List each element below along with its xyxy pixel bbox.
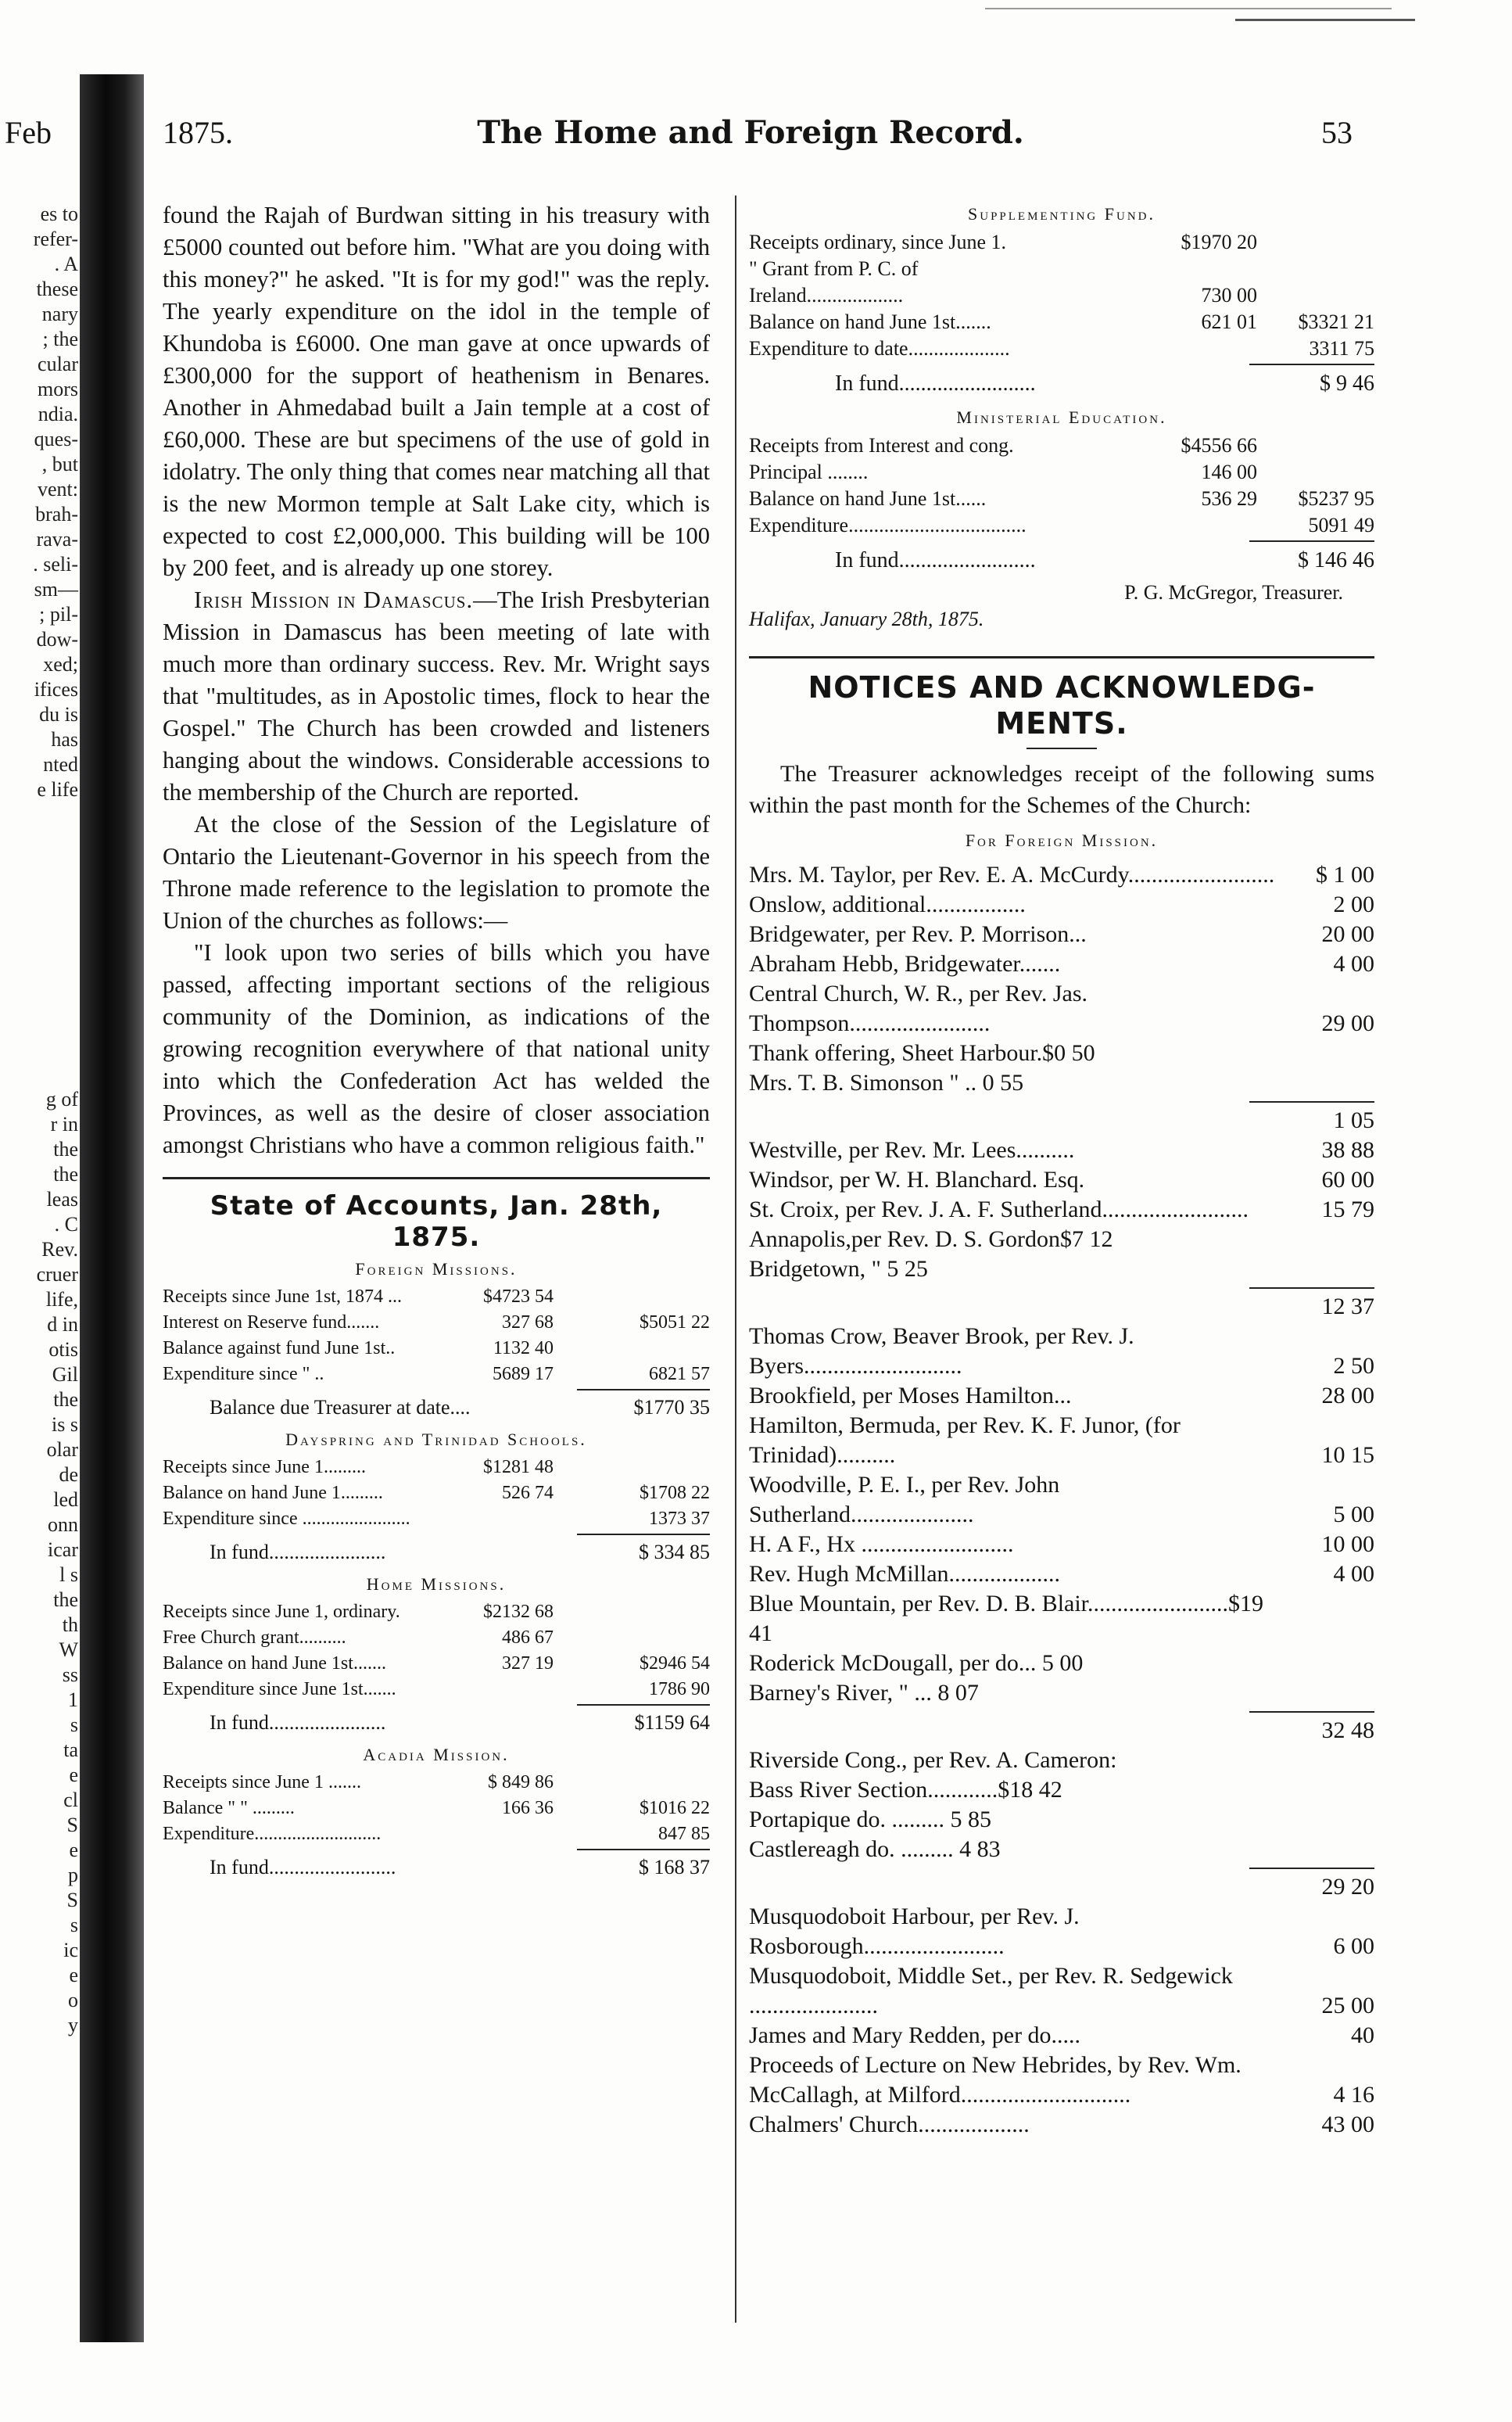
margin-fragment: the: [53, 1388, 78, 1411]
ministerial-education-account: [749, 407, 1374, 579]
account-row-label: Receipts since June 1st, 1874 ...: [163, 1286, 402, 1307]
margin-fragment: these: [36, 278, 78, 300]
notices-short-rule: [1027, 748, 1097, 749]
acknowledgment-amount: 4 16: [1333, 2082, 1374, 2108]
acknowledgment-label: Proceeds of Lecture on New Hebrides, by Rev. Wm. McCallagh, at Milford.............................: [749, 2052, 1241, 2108]
margin-fragment: s: [70, 1914, 78, 1936]
ministerial-in-fund: [749, 545, 1374, 579]
account-row-total: $5237 95: [1298, 487, 1374, 510]
acknowledgment-label: Westville, per Rev. Mr. Lees..........: [749, 1137, 1075, 1163]
acknowledgment-label: Roderick McDougall, per do... 5 00: [749, 1650, 1084, 1676]
acknowledgment-row: [749, 1589, 1374, 1649]
margin-fragment: e: [69, 1964, 78, 1986]
acknowledgment-row: [749, 920, 1374, 949]
account-row: [749, 256, 1374, 282]
acknowledgment-row: [749, 1746, 1374, 1775]
margin-fragment: o: [68, 1989, 78, 2011]
home-missions-account: [163, 1574, 710, 1740]
account-row-label: Receipts from Interest and cong.: [749, 434, 1014, 457]
subtotal-rule: [1249, 1101, 1374, 1103]
margin-fragment: , but: [41, 453, 78, 475]
account-rule: [577, 1389, 710, 1390]
accounts-divider: [163, 1177, 710, 1179]
acknowledgment-label: Bridgewater, per Rev. P. Morrison...: [749, 921, 1087, 947]
account-row-label: Interest on Reserve fund.......: [163, 1312, 380, 1333]
acknowledgment-label: Onslow, additional.................: [749, 892, 1026, 917]
acknowledgment-row: [749, 1195, 1374, 1225]
margin-fragment: is s: [52, 1413, 78, 1436]
acknowledgment-label: Thank offering, Sheet Harbour.$0 50: [749, 1040, 1095, 1066]
account-row-total: 1786 90: [649, 1679, 710, 1699]
paragraph-ontario-session: At the close of the Session of the Legislature of Ontario the Lieutenant-Governor in his speech from the Throne made reference to the legislation to promote the Union of the churches as follows:—: [163, 811, 710, 934]
account-row-total: 1373 37: [649, 1509, 710, 1529]
margin-fragment: 1: [68, 1688, 78, 1711]
acknowledgment-label: Bass River Section............$18 42: [749, 1777, 1062, 1803]
irish-mission-heading: Irish Mission in Damascus.: [194, 587, 474, 613]
account-row-total: 847 85: [658, 1824, 710, 1844]
acknowledgment-label: Thomas Crow, Beaver Brook, per Rev. J. Byers...........................: [749, 1323, 1134, 1379]
subtotal-rule: [1249, 1287, 1374, 1289]
account-row: [749, 512, 1374, 539]
acknowledgment-label: Hamilton, Bermuda, per Rev. K. F. Junor, (for Trinidad)..........: [749, 1412, 1181, 1468]
account-row-label: Balance on hand June 1st.......: [163, 1653, 386, 1674]
acadia-account: [163, 1745, 710, 1885]
fund-value: $ 146 46: [1298, 548, 1374, 572]
acknowledgment-label: H. A F., Hx ..........................: [749, 1531, 1014, 1557]
account-rule: [577, 1534, 710, 1535]
acknowledgment-row: [749, 860, 1374, 890]
top-scan-line: [985, 8, 1392, 9]
margin-fragment: cl: [63, 1789, 78, 1811]
acknowledgment-amount: 15 79: [1321, 1197, 1374, 1222]
acknowledgment-amount: 43 00: [1321, 2112, 1374, 2137]
margin-fragment: e life: [37, 778, 78, 801]
foreign-missions-account: [163, 1259, 710, 1425]
supplementing-fund-account: [749, 204, 1374, 403]
paragraph-throne-speech: "I look upon two series of bills which you have passed, affecting important sections of the religious community of the Dominion, as indications of the growing recognition everywhere of that national unity into which the Confederation Act has welded the Provinces, as well as the desire of closer association amongst Christians who have a common religious faith.": [163, 939, 710, 1158]
account-row-label: Balance on hand June 1st.......: [749, 310, 991, 333]
acknowledgment-row: [749, 1068, 1374, 1098]
header-month: Feb: [5, 115, 52, 150]
margin-fragment: de: [59, 1463, 78, 1486]
binding-gutter-shadow: [80, 74, 144, 2342]
account-row-amount: 327 19: [502, 1653, 554, 1674]
margin-fragment: dow-: [36, 628, 78, 651]
fund-value: $ 168 37: [639, 1856, 710, 1878]
acknowledgment-amount: 4 00: [1333, 951, 1374, 977]
account-row-amount: 536 29: [1201, 487, 1257, 510]
top-scan-mark: [1235, 19, 1415, 21]
account-row-total: 3311 75: [1309, 337, 1374, 360]
margin-fragment: rava-: [36, 528, 78, 551]
account-row: [749, 432, 1374, 459]
account-row: [749, 335, 1374, 362]
account-row: [163, 1362, 710, 1387]
margin-fragment: . A: [54, 253, 78, 275]
acknowledgment-label: Central Church, W. R., per Rev. Jas. Thompson........................: [749, 981, 1087, 1036]
account-row-label: Expenditure since .......................: [163, 1509, 410, 1529]
acknowledgment-amount: 10 15: [1321, 1442, 1374, 1468]
account-row-label: Expenditure...................................: [749, 514, 1027, 536]
account-row: [163, 1599, 710, 1625]
account-row-total: $3321 21: [1298, 310, 1374, 333]
margin-fragment: ta: [63, 1738, 78, 1761]
acknowledgment-amount: 4 00: [1333, 1561, 1374, 1587]
account-row-label: Receipts since June 1.........: [163, 1457, 366, 1477]
margin-fragment: nary: [41, 303, 78, 325]
ministerial-heading: Ministerial Education.: [956, 407, 1167, 427]
fund-label: Balance due Treasurer at date....: [210, 1396, 471, 1419]
account-row: [163, 1625, 710, 1651]
acknowledgment-row: [749, 1649, 1374, 1678]
acknowledgment-label: James and Mary Redden, per do.....: [749, 2022, 1081, 2048]
paragraph-irish-mission: [163, 584, 710, 809]
acknowledgment-label: Blue Mountain, per Rev. D. B. Blair........................$19 41: [749, 1591, 1264, 1646]
acknowledgment-row: [749, 1039, 1374, 1068]
account-row: [163, 1796, 710, 1821]
margin-fragment: p: [68, 1864, 78, 1886]
account-row-amount: $4723 54: [483, 1286, 554, 1307]
acadia-heading: Acadia Mission.: [363, 1745, 510, 1764]
acknowledgment-label: Bridgetown, " 5 25: [749, 1256, 928, 1282]
dayspring-in-fund: [163, 1538, 710, 1570]
account-row-label: Free Church grant..........: [163, 1627, 346, 1648]
left-column: [163, 199, 710, 1885]
dayspring-account: [163, 1430, 710, 1570]
margin-fragment: du is: [39, 703, 78, 726]
fund-value: $ 334 85: [639, 1541, 710, 1563]
account-row-amount: 146 00: [1201, 461, 1257, 483]
fund-label: In fund.........................: [210, 1856, 396, 1878]
account-row-amount: 166 36: [502, 1798, 554, 1818]
acknowledgment-row: [749, 1961, 1374, 2021]
margin-fragment: th: [62, 1613, 78, 1636]
margin-fragment: brah-: [35, 503, 78, 526]
home-missions-heading: Home Missions.: [366, 1574, 507, 1594]
notices-divider: [749, 656, 1374, 658]
fund-label: In fund.......................: [210, 1711, 386, 1734]
account-row-amount: $4556 66: [1181, 434, 1257, 457]
account-row: [163, 1821, 710, 1847]
subtotal-3: 32 48: [1321, 1717, 1374, 1743]
acknowledgment-label: Musquodoboit, Middle Set., per Rev. R. Sedgewick ......................: [749, 1963, 1233, 2018]
account-row: [163, 1284, 710, 1310]
account-row-label: Expenditure...........................: [163, 1824, 382, 1844]
margin-fragment: the: [53, 1588, 78, 1611]
acknowledgment-label: Riverside Cong., per Rev. A. Cameron:: [749, 1747, 1117, 1773]
acknowledgment-amount: 2 50: [1333, 1353, 1374, 1379]
margin-fragment: W: [59, 1638, 78, 1661]
margin-fragment: ; pil-: [39, 603, 78, 626]
margin-fragment: sm—: [34, 578, 78, 601]
acknowledgment-row: [749, 2110, 1374, 2140]
margin-fragment: ifices: [34, 678, 78, 701]
acknowledgment-row: [749, 979, 1374, 1039]
acknowledgment-label: Barney's River, " ... 8 07: [749, 1680, 979, 1706]
foreign-missions-balance: [163, 1394, 710, 1425]
subtotal-1: 1 05: [1333, 1107, 1374, 1133]
account-row: [163, 1770, 710, 1796]
margin-fragment: mors: [38, 378, 78, 400]
account-row: [163, 1455, 710, 1480]
acknowledgment-row: [749, 1136, 1374, 1165]
acknowledgment-label: Mrs. M. Taylor, per Rev. E. A. McCurdy.........................: [749, 862, 1275, 888]
accounts-title: State of Accounts, Jan. 28th, 1875.: [210, 1190, 663, 1253]
page-header: [0, 109, 1512, 156]
fund-label: In fund.........................: [835, 371, 1036, 396]
acknowledgment-label: Chalmers' Church...................: [749, 2112, 1030, 2137]
acknowledgment-row: [749, 1835, 1374, 1864]
margin-fragment: the: [53, 1163, 78, 1186]
acknowledgment-label: Annapolis,per Rev. D. S. Gordon$7 12: [749, 1226, 1113, 1252]
account-row: [749, 309, 1374, 335]
acknowledgment-amount: 2 00: [1333, 892, 1374, 917]
acknowledgment-label: Portapique do. ......... 5 85: [749, 1807, 991, 1832]
account-row-label: Expenditure to date....................: [749, 337, 1010, 360]
account-row-amount: 486 67: [502, 1627, 554, 1648]
account-row: [749, 486, 1374, 512]
margin-fragment: g of: [45, 1088, 78, 1111]
acknowledgment-row: [749, 1775, 1374, 1805]
margin-fragment: life,: [45, 1288, 78, 1311]
header-title: The Home and Foreign Record.: [477, 114, 1024, 151]
acknowledgment-label: Woodville, P. E. I., per Rev. John Sutherland.....................: [749, 1472, 1060, 1527]
margin-fragment: led: [53, 1488, 78, 1511]
margin-fragment: es to: [40, 203, 78, 225]
subtotal-2: 12 37: [1321, 1294, 1374, 1319]
acknowledgment-row: [749, 1470, 1374, 1530]
acknowledgment-label: Abraham Hebb, Bridgewater.......: [749, 951, 1061, 977]
home-missions-in-fund: [163, 1709, 710, 1740]
acknowledgment-label: Brookfield, per Moses Hamilton...: [749, 1383, 1072, 1408]
account-row-label: Receipts since June 1, ordinary.: [163, 1602, 400, 1622]
account-rule: [1249, 364, 1374, 365]
dayspring-heading: Dayspring and Trinidad Schools.: [285, 1430, 587, 1449]
account-row-amount: $1281 48: [483, 1457, 554, 1477]
acknowledgment-row: [749, 890, 1374, 920]
acknowledgment-row: [749, 1322, 1374, 1381]
margin-fragment: . C: [54, 1213, 78, 1236]
margin-fragment: y: [68, 2014, 78, 2036]
margin-fragment: otis: [48, 1338, 78, 1361]
paragraph-gold-idolatry: found the Rajah of Burdwan sitting in his treasury with £5000 counted out before him. "What are you doing with this money?" he asked. "It is for my god!" was the reply. The yearly expenditure on the idol in the temple of Khundoba is £6000. One man gave at once upwards of £300,000 for the support of heathenism in Benares. Another in Ahmedabad built a Jain temple at a cost of £60,000. These are but specimens of the use of gold in idolatry. The only thing that comes near matching all that is the new Mormon temple at Salt Lake city, which is expected to cost £2,000,000. This building will be 100 by 200 feet, and is already up one storey.: [163, 202, 710, 581]
column-rule: [735, 196, 736, 2323]
account-row-amount: 327 68: [502, 1312, 554, 1333]
treasurer-signature: P. G. McGregor, Treasurer.: [1124, 581, 1343, 604]
margin-fragment: olar: [46, 1438, 78, 1461]
notices-title-line-2: MENTS.: [995, 706, 1128, 741]
subtotal-rule: [1249, 1711, 1374, 1713]
acknowledgment-label: Castlereagh do. ......... 4 83: [749, 1836, 1001, 1862]
subtotal-4: 29 20: [1321, 1874, 1374, 1900]
margin-fragment: xed;: [43, 653, 78, 676]
signature-date: Halifax, January 28th, 1875.: [749, 608, 984, 630]
acknowledgment-row: [749, 1165, 1374, 1195]
account-row-total: $2946 54: [640, 1653, 710, 1674]
acknowledgment-label: Mrs. T. B. Simonson " .. 0 55: [749, 1070, 1024, 1096]
acknowledgment-amount: 20 00: [1321, 921, 1374, 947]
acknowledgment-amount: 38 88: [1321, 1137, 1374, 1163]
acadia-in-fund: [163, 1853, 710, 1885]
header-page-number: 53: [1321, 115, 1353, 150]
margin-fragment: the: [53, 1138, 78, 1161]
acknowledgment-amount: 6 00: [1333, 1933, 1374, 1959]
account-row-label: Receipts ordinary, since June 1.: [749, 231, 1006, 253]
irish-mission-text: —The Irish Presbyterian Mission in Damascus has been meeting of late with much more than ordinary success. Rev. Mr. Wright says that "multitudes, as in Apostolic times, flock to hear the Gospel." The Church has been crowded and listeners hanging about the windows. Considerable accessions to the membership of the Church are reported.: [163, 587, 711, 806]
right-column: [749, 199, 1374, 2140]
account-row-label: Balance on hand June 1.........: [163, 1483, 383, 1503]
acknowledgment-label: Musquodoboit Harbour, per Rev. J. Rosborough........................: [749, 1904, 1080, 1959]
acknowledgment-label: Rev. Hugh McMillan...................: [749, 1561, 1061, 1587]
acknowledgment-row: [749, 1805, 1374, 1835]
acknowledgment-amount: 40: [1351, 2022, 1374, 2048]
acknowledgment-row: [749, 1411, 1374, 1470]
account-row-amount: $2132 68: [483, 1602, 554, 1622]
margin-fragment: icar: [48, 1538, 78, 1561]
margin-fragment: ss: [62, 1663, 78, 1686]
acknowledgment-label: St. Croix, per Rev. J. A. F. Sutherland.........................: [749, 1197, 1249, 1222]
margin-fragment: ndia.: [38, 403, 78, 425]
margin-fragment: r in: [50, 1113, 78, 1136]
fund-value: $1159 64: [634, 1711, 710, 1734]
acknowledgment-amount: 60 00: [1321, 1167, 1374, 1193]
acknowledgment-row: [749, 1381, 1374, 1411]
margin-fragment: l s: [59, 1563, 78, 1586]
account-row: [749, 459, 1374, 486]
acknowledgment-row: [749, 1530, 1374, 1559]
margin-fragment: . seli-: [33, 553, 78, 576]
account-rule: [577, 1849, 710, 1850]
acknowledgment-label: Windsor, per W. H. Blanchard. Esq.: [749, 1167, 1085, 1193]
margin-fragment: ic: [63, 1939, 78, 1961]
margin-fragment: S: [66, 1889, 78, 1911]
acknowledgment-amount: 29 00: [1321, 1010, 1374, 1036]
account-row-label: Expenditure since June 1st.......: [163, 1679, 396, 1699]
account-row-label: Expenditure since " ..: [163, 1364, 324, 1384]
account-row-label: Balance against fund June 1st..: [163, 1338, 396, 1358]
acknowledgment-row: [749, 1559, 1374, 1589]
account-row-amount: 5689 17: [493, 1364, 554, 1384]
margin-fragment: ques-: [34, 428, 78, 450]
account-row-amount: $1970 20: [1181, 231, 1257, 253]
foreign-missions-heading: Foreign Missions.: [355, 1259, 518, 1279]
account-row-amount: 1132 40: [493, 1338, 554, 1358]
account-row-total: 5091 49: [1308, 514, 1374, 536]
acknowledgment-amount: $ 1 00: [1316, 862, 1374, 888]
acknowledgment-row: [749, 1225, 1374, 1254]
margin-fragment: refer-: [33, 228, 78, 250]
acknowledgment-amount: 25 00: [1321, 1993, 1374, 2018]
account-rule: [1249, 540, 1374, 542]
account-row-total: $1016 22: [640, 1798, 710, 1818]
fund-label: In fund.........................: [835, 548, 1036, 572]
margin-fragment: S: [66, 1814, 78, 1836]
account-row-label: Receipts since June 1 .......: [163, 1772, 361, 1792]
margin-fragment: cular: [38, 353, 78, 375]
margin-fragment: e: [69, 1764, 78, 1786]
account-row-label: Balance " " .........: [163, 1798, 295, 1818]
margin-fragment: leas: [46, 1188, 78, 1211]
account-row-label: Balance on hand June 1st......: [749, 487, 987, 510]
account-row-total: $1708 22: [640, 1483, 710, 1503]
acknowledgment-amount: 10 00: [1321, 1531, 1374, 1557]
fund-value: $ 9 46: [1320, 371, 1374, 396]
foreign-mission-ack-heading: For Foreign Mission.: [965, 831, 1159, 850]
margin-fragment: d in: [47, 1313, 78, 1336]
acknowledgment-row: [749, 1254, 1374, 1284]
notices-intro: The Treasurer acknowledges receipt of the following sums within the past month for the Schemes of the Church:: [749, 761, 1374, 818]
margin-fragment: nted: [43, 753, 78, 776]
supplementing-in-fund: [749, 368, 1374, 403]
margin-fragment: e: [69, 1839, 78, 1861]
account-row: [749, 282, 1374, 309]
account-row-total: $5051 22: [640, 1312, 710, 1333]
acknowledgment-amount: 5 00: [1333, 1502, 1374, 1527]
acknowledgment-row: [749, 2021, 1374, 2051]
margin-fragment: ; the: [42, 328, 78, 350]
account-row-label: " Grant from P. C. of: [749, 257, 919, 280]
margin-fragments-top: [0, 202, 78, 802]
account-row-amount: 621 01: [1201, 310, 1257, 333]
notices-title: [749, 669, 1374, 741]
account-row-label: Principal ........: [749, 461, 869, 483]
margin-fragment: onn: [48, 1513, 78, 1536]
acknowledgment-row: [749, 1678, 1374, 1708]
subtotal-rule: [1249, 1868, 1374, 1869]
acknowledgment-row: [749, 949, 1374, 979]
notices-title-line-1: NOTICES AND ACKNOWLEDG-: [808, 670, 1316, 705]
account-row: [749, 229, 1374, 256]
acknowledgment-amount: 28 00: [1321, 1383, 1374, 1408]
account-row: [163, 1310, 710, 1336]
header-year: 1875.: [163, 115, 233, 150]
account-row: [163, 1506, 710, 1532]
account-row: [163, 1336, 710, 1362]
margin-fragments-bottom: [0, 1087, 78, 2038]
account-rule: [577, 1704, 710, 1706]
account-row: [163, 1651, 710, 1677]
account-row-amount: 730 00: [1201, 284, 1257, 307]
account-row-label: Ireland...................: [749, 284, 904, 307]
account-row: [163, 1677, 710, 1703]
supplementing-heading: Supplementing Fund.: [968, 204, 1155, 224]
fund-label: In fund.......................: [210, 1541, 386, 1563]
acknowledgment-row: [749, 1902, 1374, 1961]
fund-value: $1770 35: [633, 1396, 710, 1419]
account-row: [163, 1480, 710, 1506]
margin-fragment: vent:: [38, 478, 78, 501]
acknowledgment-row: [749, 2051, 1374, 2110]
account-row-amount: 526 74: [502, 1483, 554, 1503]
account-row-amount: $ 849 86: [488, 1772, 554, 1792]
margin-fragment: has: [51, 728, 78, 751]
margin-fragment: s: [70, 1713, 78, 1736]
margin-fragment: Gil: [52, 1363, 78, 1386]
margin-fragment: Rev.: [41, 1238, 78, 1261]
margin-fragment: cruer: [36, 1263, 78, 1286]
account-row-total: 6821 57: [649, 1364, 710, 1384]
